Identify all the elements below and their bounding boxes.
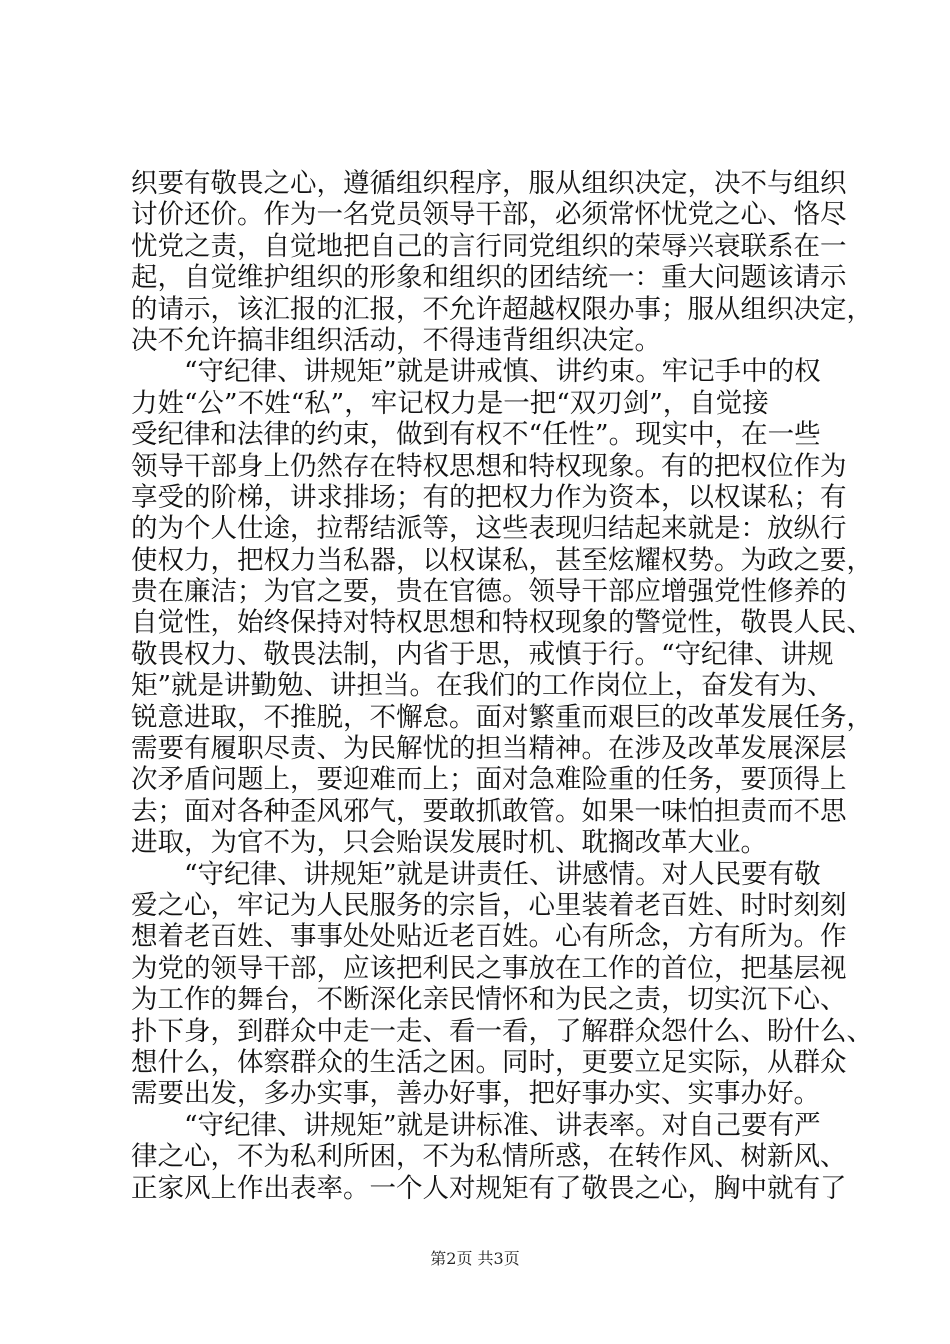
body-line: 自觉性，始终保持对特权思想和特权现象的警觉性，敬畏人民、 bbox=[131, 607, 873, 639]
paragraph-start-line: “守纪律、讲规矩”就是讲责任、讲感情。对人民要有敬 bbox=[184, 858, 821, 890]
body-line: 的请示，该汇报的汇报，不允许超越权限办事；服从组织决定， bbox=[131, 293, 873, 325]
document-body bbox=[131, 168, 873, 1204]
body-line: 力姓“公”不姓“私”，牢记权力是一把“双刃剑”，自觉接 bbox=[131, 387, 769, 419]
body-line: 进取，为官不为，只会贻误发展时机、耽搁改革大业。 bbox=[131, 827, 767, 859]
body-line: 去；面对各种歪风邪气，要敢抓敢管。如果一味怕担责而不思 bbox=[131, 795, 847, 827]
body-line: 使权力，把权力当私器，以权谋私，甚至炫耀权势。为政之要， bbox=[131, 544, 873, 576]
body-line: 锐意进取，不推脱，不懈怠。面对繁重而艰巨的改革发展任务， bbox=[131, 701, 873, 733]
body-line: 领导干部身上仍然存在特权思想和特权现象。有的把权位作为 bbox=[131, 450, 847, 482]
body-line: 正家风上作出表率。一个人对规矩有了敬畏之心，胸中就有了 bbox=[131, 1172, 847, 1204]
paragraph-start-line: “守纪律、讲规矩”就是讲标准、讲表率。对自己要有严 bbox=[184, 1109, 821, 1141]
body-line: 为工作的舞台，不断深化亲民情怀和为民之责，切实沉下心、 bbox=[131, 984, 847, 1016]
body-line: 的为个人仕途，拉帮结派等，这些表现归结起来就是：放纵行 bbox=[131, 513, 847, 545]
body-line: 贵在廉洁；为官之要，贵在官德。领导干部应增强党性修养的 bbox=[131, 576, 847, 608]
body-line: 律之心，不为私利所困，不为私情所惑，在转作风、树新风、 bbox=[131, 1141, 847, 1173]
body-line: 想着老百姓、事事处处贴近老百姓。心有所念，方有所为。作 bbox=[131, 921, 847, 953]
body-line: 起，自觉维护组织的形象和组织的团结统一：重大问题该请示 bbox=[131, 262, 847, 294]
body-line: 爱之心，牢记为人民服务的宗旨，心里装着老百姓、时时刻刻 bbox=[131, 889, 847, 921]
body-line: 需要有履职尽责、为民解忧的担当精神。在涉及改革发展深层 bbox=[131, 733, 847, 765]
body-line: 矩”就是讲勤勉、讲担当。在我们的工作岗位上，奋发有为、 bbox=[131, 670, 834, 702]
body-line: 想什么，体察群众的生活之困。同时，更要立足实际，从群众 bbox=[131, 1046, 847, 1078]
page-number-footer: 第2页 共3页 bbox=[430, 1249, 520, 1268]
body-line: 决不允许搞非组织活动，不得违背组织决定。 bbox=[131, 324, 661, 356]
body-line: 为党的领导干部，应该把利民之事放在工作的首位，把基层视 bbox=[131, 952, 847, 984]
body-line: 受纪律和法律的约束，做到有权不“任性”。现实中，在一些 bbox=[131, 419, 821, 451]
body-line: 讨价还价。作为一名党员领导干部，必须常怀忧党之心、恪尽 bbox=[131, 199, 847, 231]
body-line: 扑下身，到群众中走一走、看一看，了解群众怨什么、盼什么、 bbox=[131, 1015, 873, 1047]
body-line: 敬畏权力、敬畏法制，内省于思，戒慎于行。“守纪律、讲规 bbox=[131, 638, 834, 670]
body-line: 忧党之责，自觉地把自己的言行同党组织的荣辱兴衰联系在一 bbox=[131, 230, 847, 262]
body-line: 织要有敬畏之心，遵循组织程序，服从组织决定，决不与组织 bbox=[131, 168, 847, 199]
body-line: 享受的阶梯，讲求排场；有的把权力作为资本，以权谋私；有 bbox=[131, 481, 847, 513]
body-line: 需要出发，多办实事，善办好事，把好事办实、实事办好。 bbox=[131, 1078, 820, 1110]
paragraph-start-line: “守纪律、讲规矩”就是讲戒慎、讲约束。牢记手中的权 bbox=[184, 356, 821, 388]
body-line: 次矛盾问题上，要迎难而上；面对急难险重的任务，要顶得上 bbox=[131, 764, 847, 796]
